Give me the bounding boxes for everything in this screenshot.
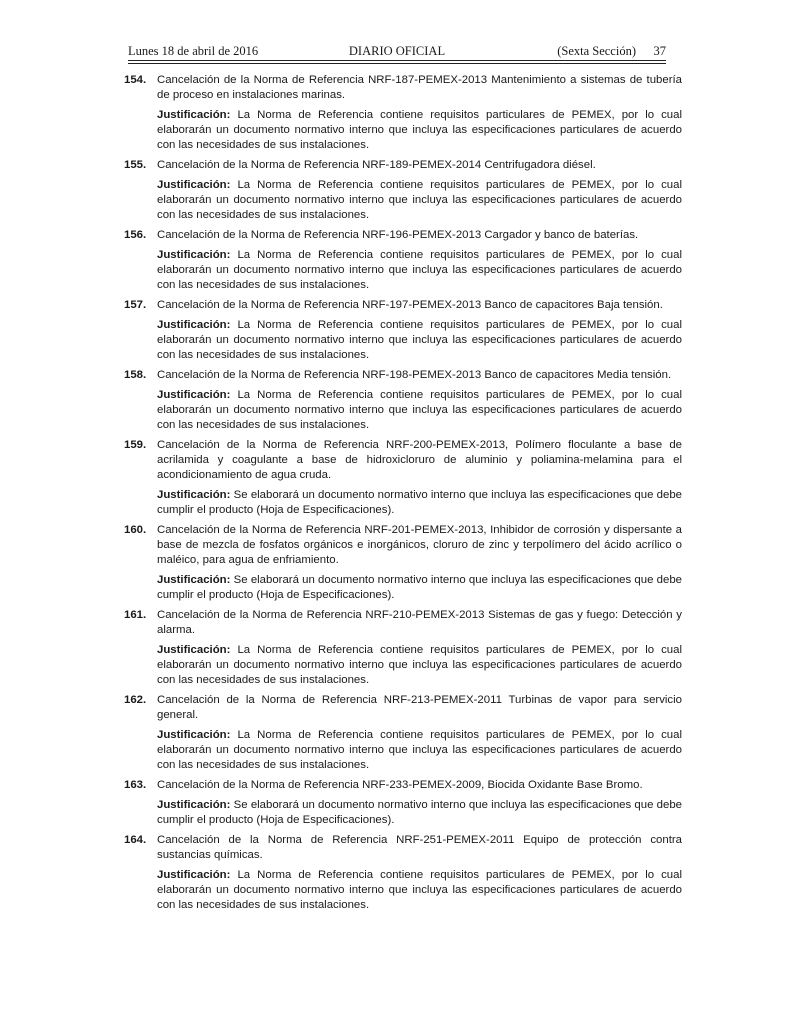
item-number: 159.	[124, 439, 147, 451]
item-number: 158.	[124, 369, 147, 381]
item-title: Cancelación de la Norma de Referencia NRF-196-PEMEX-2013 Cargador y banco de baterías.	[157, 229, 639, 241]
justification-text: La Norma de Referencia contiene requisitos particulares de PEMEX, por lo cual elaborarán un documento normativo interno que incluya las especificaciones particulares de acuerdo con las necesidades de sus instalaciones.	[157, 319, 682, 361]
justification-label: Justificación:	[157, 729, 231, 741]
justification-text: Se elaborará un documento normativo interno que incluya las especificaciones que debe cumplir el producto (Hoja de Especificaciones).	[157, 574, 682, 601]
justification-text: La Norma de Referencia contiene requisitos particulares de PEMEX, por lo cual elaborarán un documento normativo interno que incluya las especificaciones particulares de acuerdo con las necesidades de sus instalaciones.	[157, 729, 682, 771]
item-number: 154.	[124, 74, 147, 86]
justification-text: La Norma de Referencia contiene requisitos particulares de PEMEX, por lo cual elaborarán un documento normativo interno que incluya las especificaciones particulares de acuerdo con las necesidades de sus instalaciones.	[157, 249, 682, 291]
list-item	[124, 693, 682, 773]
header-page-number: 37	[653, 44, 666, 58]
header-rule-bottom	[128, 63, 666, 64]
list-item	[124, 608, 682, 688]
list-item	[124, 523, 682, 603]
justification-text: Se elaborará un documento normativo interno que incluya las especificaciones que debe cumplir el producto (Hoja de Especificaciones).	[157, 799, 682, 826]
justification-label: Justificación:	[157, 389, 231, 401]
item-number: 160.	[124, 524, 147, 536]
item-number: 161.	[124, 609, 147, 621]
header-date: Lunes 18 de abril de 2016	[128, 44, 259, 58]
list-item	[124, 778, 682, 828]
list-item	[124, 73, 682, 153]
justification-label: Justificación:	[157, 644, 231, 656]
item-title: Cancelación de la Norma de Referencia NRF-197-PEMEX-2013 Banco de capacitores Baja tensión.	[157, 299, 663, 311]
item-number: 163.	[124, 779, 147, 791]
item-number: 155.	[124, 159, 147, 171]
justification-label: Justificación:	[157, 799, 231, 811]
item-title: Cancelación de la Norma de Referencia NRF-189-PEMEX-2014 Centrifugadora diésel.	[157, 159, 596, 171]
justification-label: Justificación:	[157, 574, 231, 586]
item-number: 156.	[124, 229, 147, 241]
item-number: 162.	[124, 694, 147, 706]
document-body	[124, 73, 682, 913]
item-title: Cancelación de la Norma de Referencia NRF-251-PEMEX-2011 Equipo de protección contra sustancias químicas.	[157, 834, 682, 861]
item-title: Cancelación de la Norma de Referencia NRF-233-PEMEX-2009, Biocida Oxidante Base Bromo.	[157, 779, 643, 791]
justification-text: La Norma de Referencia contiene requisitos particulares de PEMEX, por lo cual elaborarán un documento normativo interno que incluya las especificaciones particulares de acuerdo con las necesidades de sus instalaciones.	[157, 109, 682, 151]
justification-text: La Norma de Referencia contiene requisitos particulares de PEMEX, por lo cual elaborarán un documento normativo interno que incluya las especificaciones particulares de acuerdo con las necesidades de sus instalaciones.	[157, 389, 682, 431]
list-item	[124, 833, 682, 913]
item-title: Cancelación de la Norma de Referencia NRF-200-PEMEX-2013, Polímero floculante a base de acrilamida y coagulante a base de hidroxicloruro de aluminio y poliamina-melamina para el acondicionamiento de agua cruda.	[157, 439, 682, 481]
header-rule-top	[128, 60, 666, 61]
item-title: Cancelación de la Norma de Referencia NRF-198-PEMEX-2013 Banco de capacitores Media tensión.	[157, 369, 672, 381]
justification-label: Justificación:	[157, 319, 231, 331]
justification-label: Justificación:	[157, 869, 231, 881]
justification-text: Se elaborará un documento normativo interno que incluya las especificaciones que debe cumplir el producto (Hoja de Especificaciones).	[157, 489, 682, 516]
justification-text: La Norma de Referencia contiene requisitos particulares de PEMEX, por lo cual elaborarán un documento normativo interno que incluya las especificaciones particulares de acuerdo con las necesidades de sus instalaciones.	[157, 869, 682, 911]
list-item	[124, 368, 682, 433]
justification-text: La Norma de Referencia contiene requisitos particulares de PEMEX, por lo cual elaborarán un documento normativo interno que incluya las especificaciones particulares de acuerdo con las necesidades de sus instalaciones.	[157, 179, 682, 221]
list-item	[124, 158, 682, 223]
justification-text: La Norma de Referencia contiene requisitos particulares de PEMEX, por lo cual elaborarán un documento normativo interno que incluya las especificaciones particulares de acuerdo con las necesidades de sus instalaciones.	[157, 644, 682, 686]
list-item	[124, 228, 682, 293]
item-title: Cancelación de la Norma de Referencia NRF-187-PEMEX-2013 Mantenimiento a sistemas de tubería de proceso en instalaciones marinas.	[157, 74, 682, 101]
header-publication: DIARIO OFICIAL	[348, 44, 446, 58]
list-item	[124, 438, 682, 518]
item-title: Cancelación de la Norma de Referencia NRF-201-PEMEX-2013, Inhibidor de corrosión y dispersante a base de mezcla de fosfatos orgánicos e inorgánicos, cloruro de zinc y terpolímero del ácido acrílico o maléico, para agua de enfriamiento.	[157, 524, 682, 566]
justification-label: Justificación:	[157, 249, 231, 261]
item-title: Cancelación de la Norma de Referencia NRF-210-PEMEX-2013 Sistemas de gas y fuego: Detección y alarma.	[157, 609, 682, 636]
justification-label: Justificación:	[157, 489, 231, 501]
justification-label: Justificación:	[157, 109, 231, 121]
item-number: 157.	[124, 299, 147, 311]
item-title: Cancelación de la Norma de Referencia NRF-213-PEMEX-2011 Turbinas de vapor para servicio general.	[157, 694, 682, 721]
header-section: (Sexta Sección)	[557, 44, 636, 58]
justification-label: Justificación:	[157, 179, 231, 191]
list-item	[124, 298, 682, 363]
item-number: 164.	[124, 834, 147, 846]
